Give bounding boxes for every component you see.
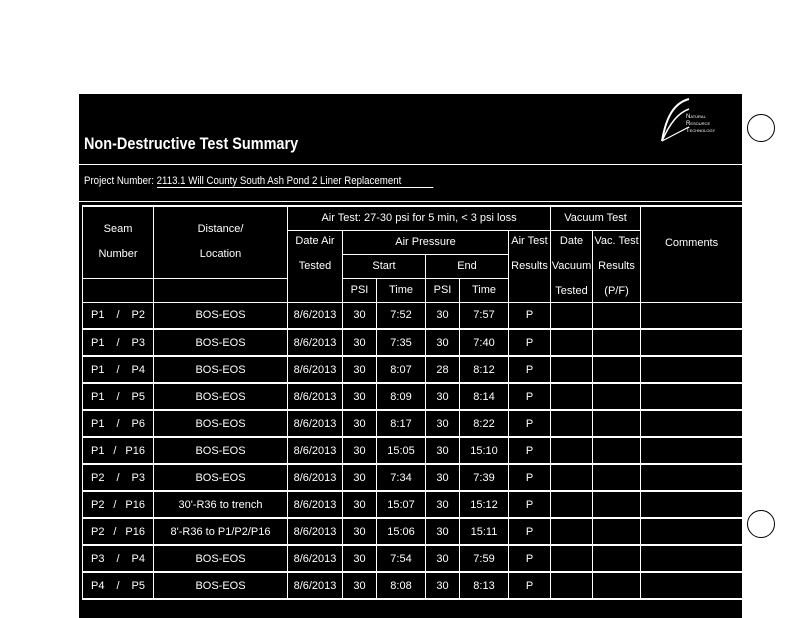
air-result-cell: P <box>509 491 551 518</box>
seam-separator: / <box>116 390 120 403</box>
seam-separator: / <box>116 363 120 376</box>
title-divider <box>79 164 742 165</box>
seam-panel-a: P1 <box>91 444 105 457</box>
seam-separator: / <box>113 498 117 511</box>
date-vacuum-cell <box>551 464 593 491</box>
location-cell: 30'-R36 to trench <box>154 491 288 518</box>
seam-separator: / <box>116 471 120 484</box>
time-start-cell: 8:17 <box>377 410 426 437</box>
location-cell: BOS-EOS <box>154 356 288 383</box>
vac-result-cell <box>593 545 641 572</box>
psi-start-cell: 30 <box>343 491 377 518</box>
table-row <box>83 383 743 410</box>
table-row <box>83 329 743 356</box>
psi-start-cell: 30 <box>343 464 377 491</box>
psi-end-cell: 28 <box>426 356 460 383</box>
comments-cell <box>641 356 742 383</box>
psi-start-cell: 30 <box>343 437 377 464</box>
company-logo <box>660 97 738 149</box>
logo-line-2: Resource <box>686 121 711 127</box>
date-air-cell: 8/6/2013 <box>288 572 343 599</box>
vac-results-header <box>593 230 641 302</box>
location-header-line2: Location <box>199 248 242 261</box>
seam-header-line1: Seam <box>103 223 133 236</box>
comments-header: Comments <box>641 206 742 302</box>
seam-panel-b: P16 <box>125 498 145 511</box>
table-row <box>83 410 743 437</box>
date-air-cell: 8/6/2013 <box>288 518 343 545</box>
psi-end-cell: 30 <box>426 572 460 599</box>
location-cell: BOS-EOS <box>154 302 288 329</box>
comments-cell <box>641 491 742 518</box>
psi-end-cell: 30 <box>426 437 460 464</box>
seam-spacer <box>83 278 154 302</box>
seam-cell <box>83 356 154 383</box>
date-air-cell: 8/6/2013 <box>288 491 343 518</box>
psi-end-cell: 30 <box>426 545 460 572</box>
psi-end-cell: 30 <box>426 383 460 410</box>
seam-panel-a: P1 <box>91 309 105 322</box>
seam-separator: / <box>113 444 117 457</box>
air-result-cell: P <box>509 302 551 329</box>
location-cell: BOS-EOS <box>154 437 288 464</box>
location-cell: BOS-EOS <box>154 410 288 437</box>
time-end-cell: 7:39 <box>460 464 509 491</box>
psi-start-cell: 30 <box>343 572 377 599</box>
date-vacuum-cell <box>551 437 593 464</box>
date-vacuum-cell <box>551 356 593 383</box>
location-cell: BOS-EOS <box>154 383 288 410</box>
time-end-cell: 8:12 <box>460 356 509 383</box>
test-summary-sheet <box>79 94 742 618</box>
location-cell: BOS-EOS <box>154 464 288 491</box>
seam-panel-a: P2 <box>91 498 105 511</box>
table-row <box>83 518 743 545</box>
date-vacuum-cell <box>551 302 593 329</box>
date-vacuum-cell <box>551 383 593 410</box>
location-header <box>154 206 288 278</box>
comments-cell <box>641 518 742 545</box>
seam-panel-b: P16 <box>125 444 145 457</box>
seam-panel-b: P3 <box>131 471 145 484</box>
air-result-cell: P <box>509 383 551 410</box>
psi-end-cell: 30 <box>426 410 460 437</box>
seam-header-line2: Number <box>98 248 138 261</box>
seam-separator: / <box>116 579 120 592</box>
seam-panel-a: P1 <box>91 363 105 376</box>
air-result-cell: P <box>509 518 551 545</box>
air-result-cell: P <box>509 437 551 464</box>
date-vacuum-cell <box>551 545 593 572</box>
time-start-cell: 7:52 <box>377 302 426 329</box>
time-end-cell: 8:13 <box>460 572 509 599</box>
time-start-cell: 8:09 <box>377 383 426 410</box>
vac-result-cell <box>593 329 641 356</box>
comments-cell <box>641 329 742 356</box>
date-air-line1: Date Air <box>295 234 335 247</box>
air-result-cell: P <box>509 329 551 356</box>
comments-cell <box>641 545 742 572</box>
seam-panel-b: P3 <box>131 336 145 349</box>
vac-result-cell <box>593 410 641 437</box>
seam-panel-a: P1 <box>91 390 105 403</box>
time-end-cell: 8:22 <box>460 410 509 437</box>
seam-panel-a: P4 <box>91 579 105 592</box>
seam-panel-b: P4 <box>131 363 145 376</box>
time-end-cell: 7:57 <box>460 302 509 329</box>
seam-cell <box>83 464 154 491</box>
project-number <box>84 175 433 187</box>
vac-result-cell <box>593 356 641 383</box>
date-vac-line3: Tested <box>555 284 588 297</box>
vac-results-line1: Vac. Test <box>594 234 639 247</box>
date-air-cell: 8/6/2013 <box>288 437 343 464</box>
psi-start-cell: 30 <box>343 518 377 545</box>
seam-panel-b: P4 <box>131 552 145 565</box>
comments-cell <box>641 437 742 464</box>
seam-cell <box>83 545 154 572</box>
time-start-header: Time <box>377 278 426 302</box>
date-air-cell: 8/6/2013 <box>288 383 343 410</box>
logo-line-3: Technology <box>686 128 716 134</box>
punch-hole-top <box>747 114 775 142</box>
location-cell: BOS-EOS <box>154 572 288 599</box>
psi-start-cell: 30 <box>343 410 377 437</box>
date-vac-line2: Vacuum <box>551 259 592 272</box>
vac-result-cell <box>593 383 641 410</box>
date-vacuum-cell <box>551 518 593 545</box>
location-cell: BOS-EOS <box>154 545 288 572</box>
time-end-cell: 15:12 <box>460 491 509 518</box>
air-results-header <box>509 230 551 302</box>
time-start-cell: 7:34 <box>377 464 426 491</box>
seam-separator: / <box>116 336 120 349</box>
table-row <box>83 491 743 518</box>
time-start-cell: 7:54 <box>377 545 426 572</box>
comments-cell <box>641 410 742 437</box>
project-label: Project Number: <box>84 175 154 187</box>
seam-cell <box>83 518 154 545</box>
psi-start-cell: 30 <box>343 356 377 383</box>
psi-end-cell: 30 <box>426 464 460 491</box>
seam-separator: / <box>116 417 120 430</box>
seam-panel-b: P5 <box>131 579 145 592</box>
project-divider <box>79 201 742 202</box>
seam-panel-b: P6 <box>131 417 145 430</box>
date-vacuum-cell <box>551 410 593 437</box>
vac-result-cell <box>593 302 641 329</box>
date-vacuum-cell <box>551 491 593 518</box>
seam-panel-a: P2 <box>91 525 105 538</box>
date-air-line2: Tested <box>298 259 332 272</box>
time-end-header: Time <box>460 278 509 302</box>
time-end-cell: 15:11 <box>460 518 509 545</box>
psi-start-cell: 30 <box>343 302 377 329</box>
time-start-cell: 15:07 <box>377 491 426 518</box>
project-value: 2113.1 Will County South Ash Pond 2 Liner Replacement <box>157 175 433 188</box>
seam-panel-b: P5 <box>131 390 145 403</box>
seam-cell <box>83 329 154 356</box>
time-end-cell: 7:40 <box>460 329 509 356</box>
seam-panel-a: P1 <box>91 417 105 430</box>
time-end-cell: 8:14 <box>460 383 509 410</box>
seam-cell <box>83 383 154 410</box>
time-start-cell: 7:35 <box>377 329 426 356</box>
air-result-cell: P <box>509 572 551 599</box>
vac-result-cell <box>593 518 641 545</box>
seam-separator: / <box>116 309 120 322</box>
seam-number-header <box>83 206 154 278</box>
time-start-cell: 15:06 <box>377 518 426 545</box>
comments-cell <box>641 464 742 491</box>
seam-panel-a: P1 <box>91 336 105 349</box>
date-air-header <box>288 230 343 302</box>
table-row <box>83 437 743 464</box>
seam-panel-b: P16 <box>125 525 145 538</box>
vac-results-line2: Results <box>598 259 635 272</box>
table-row <box>83 572 743 599</box>
table-row <box>83 464 743 491</box>
psi-end-cell: 30 <box>426 302 460 329</box>
seam-panel-a: P3 <box>91 552 105 565</box>
time-end-cell: 7:59 <box>460 545 509 572</box>
comments-cell <box>641 302 742 329</box>
seam-cell <box>83 410 154 437</box>
psi-end-header: PSI <box>426 278 460 302</box>
air-result-cell: P <box>509 545 551 572</box>
psi-end-cell: 30 <box>426 518 460 545</box>
seam-cell <box>83 302 154 329</box>
psi-start-header: PSI <box>343 278 377 302</box>
seam-panel-b: P2 <box>131 309 145 322</box>
date-air-cell: 8/6/2013 <box>288 464 343 491</box>
air-results-line1: Air Test <box>511 234 548 247</box>
vac-results-line3: (P/F) <box>604 284 629 297</box>
table-row <box>83 302 743 329</box>
comments-cell <box>641 572 742 599</box>
seam-cell <box>83 491 154 518</box>
time-end-cell: 15:10 <box>460 437 509 464</box>
location-spacer <box>154 278 288 302</box>
end-header: End <box>426 254 509 278</box>
location-header-line1: Distance/ <box>197 223 244 236</box>
air-result-cell: P <box>509 410 551 437</box>
psi-start-cell: 30 <box>343 545 377 572</box>
psi-end-cell: 30 <box>426 329 460 356</box>
air-result-cell: P <box>509 464 551 491</box>
air-pressure-header: Air Pressure <box>343 230 509 254</box>
date-air-cell: 8/6/2013 <box>288 410 343 437</box>
date-vac-line1: Date <box>559 234 584 247</box>
date-air-cell: 8/6/2013 <box>288 329 343 356</box>
air-result-cell: P <box>509 356 551 383</box>
test-table <box>82 205 742 600</box>
date-vacuum-cell <box>551 329 593 356</box>
seam-panel-a: P2 <box>91 471 105 484</box>
punch-hole-bottom <box>747 510 775 538</box>
vac-result-cell <box>593 491 641 518</box>
logo-line-1: Natural <box>686 114 706 120</box>
date-air-cell: 8/6/2013 <box>288 356 343 383</box>
psi-start-cell: 30 <box>343 383 377 410</box>
date-air-cell: 8/6/2013 <box>288 545 343 572</box>
page-title: Non-Destructive Test Summary <box>84 134 299 153</box>
time-start-cell: 8:08 <box>377 572 426 599</box>
seam-separator: / <box>113 525 117 538</box>
comments-cell <box>641 383 742 410</box>
vacuum-test-header: Vacuum Test <box>551 206 641 230</box>
vac-result-cell <box>593 437 641 464</box>
seam-cell <box>83 572 154 599</box>
time-start-cell: 8:07 <box>377 356 426 383</box>
date-vacuum-cell <box>551 572 593 599</box>
location-cell: 8'-R36 to P1/P2/P16 <box>154 518 288 545</box>
location-cell: BOS-EOS <box>154 329 288 356</box>
air-test-header: Air Test: 27-30 psi for 5 min, < 3 psi loss <box>288 206 551 230</box>
vac-result-cell <box>593 464 641 491</box>
psi-start-cell: 30 <box>343 329 377 356</box>
table-row <box>83 356 743 383</box>
date-vacuum-header <box>551 230 593 302</box>
psi-end-cell: 30 <box>426 491 460 518</box>
start-header: Start <box>343 254 426 278</box>
date-air-cell: 8/6/2013 <box>288 302 343 329</box>
table-row <box>83 545 743 572</box>
seam-separator: / <box>116 552 120 565</box>
seam-cell <box>83 437 154 464</box>
time-start-cell: 15:05 <box>377 437 426 464</box>
vac-result-cell <box>593 572 641 599</box>
logo-text <box>686 114 715 135</box>
air-results-line2: Results <box>511 259 548 272</box>
